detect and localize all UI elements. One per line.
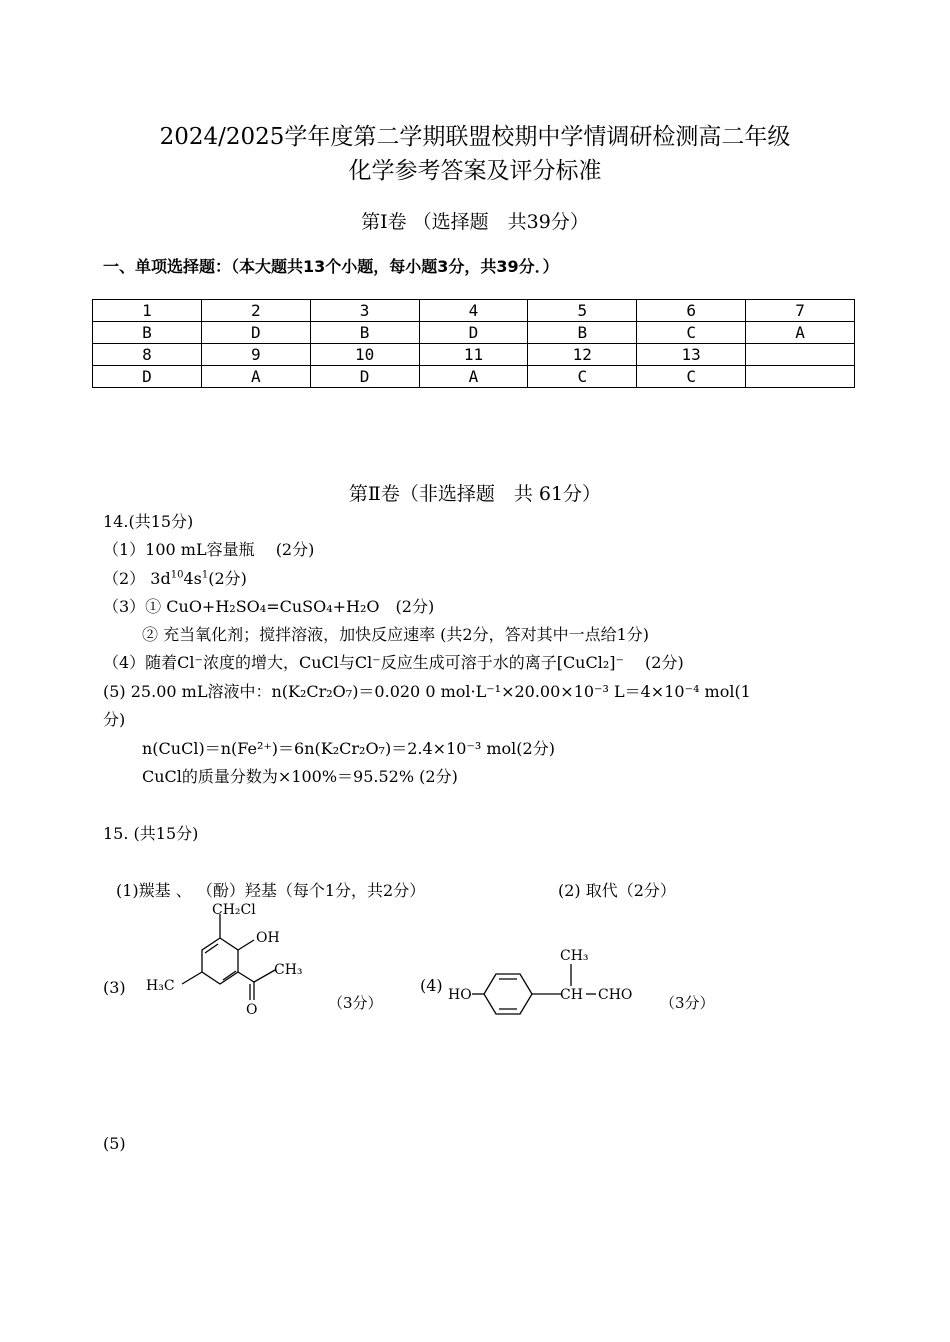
answer-table-cell: D <box>93 366 202 388</box>
answer-table-cell: 7 <box>746 300 855 322</box>
q14-answer-5-1: (5) 25.00 mL溶液中：n(K₂Cr₂O₇)＝0.020 0 mol·L⁻¹×20.00×10⁻³ L＝4×10⁻⁴ mol(1 <box>103 682 751 701</box>
answer-table-cell: A <box>746 322 855 344</box>
answer-table-cell: 3 <box>310 300 419 322</box>
label-ch3: CH₃ <box>274 962 303 978</box>
part1-heading: 第Ⅰ卷 （选择题 共39分） <box>361 211 589 233</box>
structure-3-diagram <box>140 898 310 1020</box>
label-ch: CH <box>560 987 583 1003</box>
label-oh: OH <box>256 930 280 946</box>
answer-table-cell: B <box>528 322 637 344</box>
benzene-ring-4 <box>484 974 532 1014</box>
answer-table-cell: 1 <box>93 300 202 322</box>
answer-table-cell: A <box>419 366 528 388</box>
label-cho: CHO <box>598 987 633 1003</box>
title-line-1: 2024/2025学年度第二学期联盟校期中学情调研检测高二年级 <box>159 124 791 150</box>
q14-answer-2-mid: 4s <box>183 569 202 588</box>
answer-table-cell: C <box>637 322 746 344</box>
answer-table-cell: 8 <box>93 344 202 366</box>
q14-answer-3-1: （3）① CuO+H₂SO₄=CuSO₄+H₂O (2分) <box>103 597 435 616</box>
answer-table-cell: C <box>637 366 746 388</box>
q15-answer-3-points: （3分） <box>328 994 383 1012</box>
answer-table-cell: 5 <box>528 300 637 322</box>
answer-table-cell <box>746 344 855 366</box>
q14-answer-1: （1）100 mL容量瓶 (2分) <box>103 540 315 559</box>
q14-answer-2-sup1: 10 <box>170 569 184 581</box>
title-line-2: 化学参考答案及评分标准 <box>348 158 602 184</box>
part2-heading: 第Ⅱ卷（非选择题 共 61分） <box>348 483 602 505</box>
answer-table-cell: 6 <box>637 300 746 322</box>
answer-table-cell: 11 <box>419 344 528 366</box>
answer-table-cell: 13 <box>637 344 746 366</box>
answer-table <box>92 299 855 388</box>
label-ho: HO <box>448 987 472 1003</box>
q14-answer-2-post: (2分) <box>208 569 247 588</box>
answer-table-row <box>93 300 855 322</box>
answer-table-cell: 9 <box>201 344 310 366</box>
answer-table-cell: 10 <box>310 344 419 366</box>
q14-answer-2-sup2: 1 <box>201 569 209 581</box>
answer-table-row <box>93 322 855 344</box>
q15-answer-5-label: (5) <box>103 1134 126 1153</box>
q14-answer-3-2: ② 充当氧化剂；搅拌溶液，加快反应速率 (共2分，答对其中一点给1分) <box>142 625 650 644</box>
bond-oh <box>238 940 254 950</box>
bond-acyl <box>238 972 254 982</box>
answer-table-row <box>93 366 855 388</box>
answer-table-cell: D <box>310 366 419 388</box>
answer-table-cell: B <box>93 322 202 344</box>
benzene-ring <box>202 938 238 984</box>
q14-answer-2 <box>103 566 247 589</box>
answer-table-cell: A <box>201 366 310 388</box>
label-o: O <box>246 1002 258 1018</box>
bond-h3c <box>182 972 202 984</box>
q14-title: 14.(共15分) <box>103 512 194 531</box>
q14-answer-5-2: n(CuCl)＝n(Fe²⁺)＝6n(K₂Cr₂O₇)＝2.4×10⁻³ mol(2分) <box>142 739 555 758</box>
bond-ch3 <box>254 970 275 982</box>
q14-answer-2-pre: （2） 3d <box>103 569 171 588</box>
answer-table-cell: 12 <box>528 344 637 366</box>
q15-answer-2: (2) 取代（2分） <box>558 881 676 900</box>
q15-answer-1: (1)羰基 、 （酚）羟基（每个1分，共2分） <box>116 881 426 900</box>
answer-table-cell: D <box>201 322 310 344</box>
answer-table-cell: B <box>310 322 419 344</box>
answer-table-row <box>93 344 855 366</box>
structure-4-diagram <box>446 942 642 1016</box>
label-ch2cl: CH₂Cl <box>212 902 256 918</box>
q15-answer-4-points: （3分） <box>660 994 715 1012</box>
answer-table-cell: 2 <box>201 300 310 322</box>
q15-answer-3-label: (3) <box>103 978 126 997</box>
q14-answer-5-1b: 分) <box>103 710 126 729</box>
label-h3c: H₃C <box>146 978 175 994</box>
q15-answer-4-label: (4) <box>420 976 443 995</box>
answer-table-cell <box>746 366 855 388</box>
q15-title: 15. (共15分) <box>103 824 199 843</box>
part1-instruction: 一、单项选择题：（本大题共13个小题，每小题3分，共39分．） <box>103 257 559 276</box>
answer-table-cell: 4 <box>419 300 528 322</box>
answer-table-cell: D <box>419 322 528 344</box>
label-ch3-4: CH₃ <box>560 948 589 964</box>
q14-answer-5-3: CuCl的质量分数为×100%＝95.52% (2分) <box>142 767 458 786</box>
answer-table-cell: C <box>528 366 637 388</box>
q14-answer-4: （4）随着Cl⁻浓度的增大，CuCl与Cl⁻反应生成可溶于水的离子[CuCl₂]⁻ (2分) <box>103 653 684 672</box>
